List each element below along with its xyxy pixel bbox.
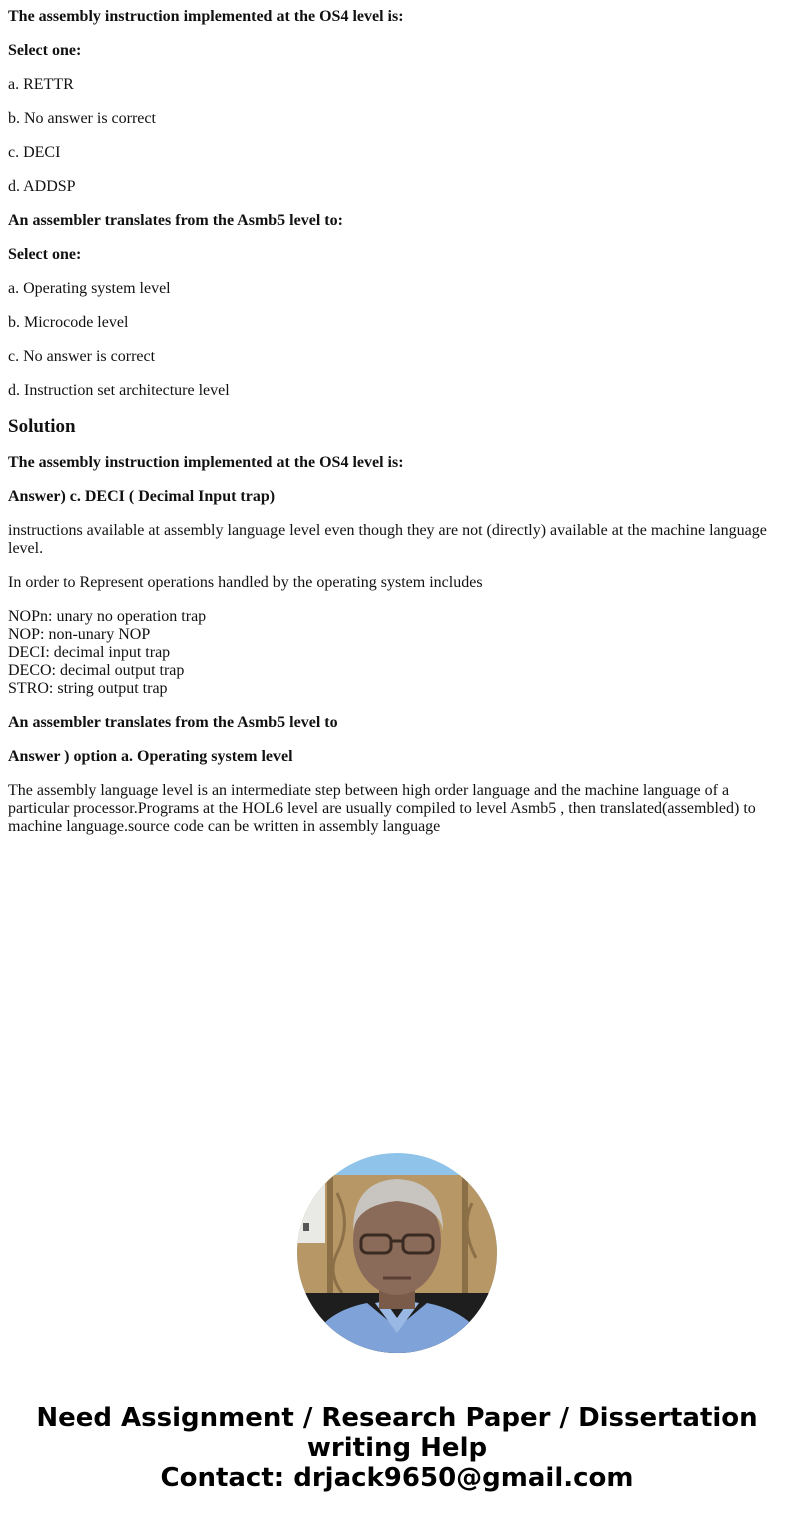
solution-2-answer: Answer ) option a. Operating system level	[8, 748, 293, 765]
promo-banner	[0, 1403, 794, 1493]
question-2-option-c: c. No answer is correct	[8, 348, 156, 365]
question-2-select-label: Select one:	[8, 246, 82, 263]
trap-list	[8, 608, 786, 698]
trap-item: DECO: decimal output trap	[8, 662, 185, 679]
solution-section	[8, 416, 786, 836]
trap-item: NOPn: unary no operation trap	[8, 608, 207, 625]
question-2-prompt: An assembler translates from the Asmb5 level to:	[8, 212, 343, 229]
question-1	[8, 8, 786, 196]
solution-1-question: The assembly instruction implemented at the OS4 level is:	[8, 454, 404, 471]
question-1-option-b: b. No answer is correct	[8, 110, 156, 127]
question-2-option-a: a. Operating system level	[8, 280, 171, 297]
question-2-option-b: b. Microcode level	[8, 314, 129, 331]
promo-line-2: writing Help	[306, 1433, 488, 1463]
question-2-option-d: d. Instruction set architecture level	[8, 382, 230, 399]
solution-2-explanation: The assembly language level is an intermediate step between high order language and the machine language of a particular processor.Programs at the HOL6 level are usually compiled to level Asmb5 , then translated(assembled) to machine language.source code can be written in assembly language	[8, 782, 756, 835]
question-1-prompt: The assembly instruction implemented at the OS4 level is:	[8, 8, 404, 25]
question-1-option-a: a. RETTR	[8, 76, 74, 93]
trap-item: STRO: string output trap	[8, 680, 168, 697]
solution-heading: Solution	[8, 416, 76, 437]
promo-line-1: Need Assignment / Research Paper / Dissertation	[36, 1403, 758, 1433]
avatar	[297, 1153, 497, 1353]
solution-1-answer: Answer) c. DECI ( Decimal Input trap)	[8, 488, 276, 505]
question-1-option-c: c. DECI	[8, 144, 61, 161]
solution-2-question: An assembler translates from the Asmb5 level to	[8, 714, 338, 731]
trap-item: NOP: non-unary NOP	[8, 626, 151, 643]
question-1-select-label: Select one:	[8, 42, 82, 59]
promo-contact: Contact: drjack9650@gmail.com	[160, 1463, 634, 1493]
solution-1-explanation: instructions available at assembly language level even though they are not (directly) available at the machine language level.	[8, 522, 767, 557]
portrait-photo-icon	[297, 1153, 497, 1353]
question-1-option-d: d. ADDSP	[8, 178, 76, 195]
trap-item: DECI: decimal input trap	[8, 644, 171, 661]
solution-1-intro: In order to Represent operations handled by the operating system includes	[8, 574, 483, 591]
question-2	[8, 212, 786, 400]
